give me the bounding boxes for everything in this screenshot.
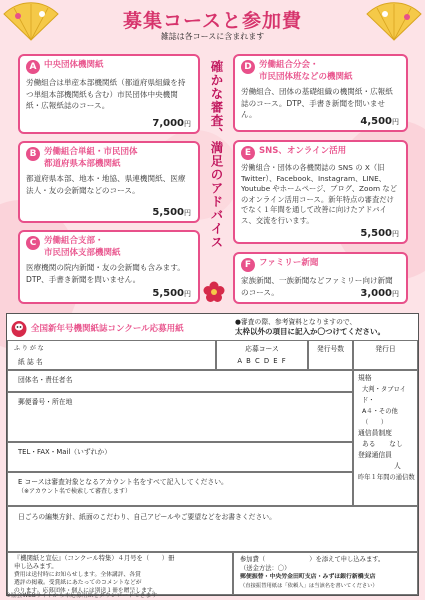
form-title: 全国新年号機関紙誌コンクール応募用紙 [31,324,184,334]
course-letter-badge: E [241,146,255,160]
course-description: 労働組合・団体の各機関誌の SNS の X（旧 Twitter）、Facebook、Instagram、LINE、Youtube やホームページ、ブログ、Zoom などのオンライン活用コース。新年特点の審査だけでなく１年間を通して改善に向けたアドバイス、交流を行います。 [241,163,397,225]
magazine-order-field[interactable]: 『機関紙と宣伝』（コンクール特集）４月号を（ ）冊 申し込みます。 費用は送付時にお知らせします。全体講評、各賞 選評の掲載。受賞紙にあたってのコメントなどが のります。応募団体・個人には別送１冊を贈呈します。 [7,552,233,595]
course-title: 市民団体支部機関紙 [44,248,121,258]
appeal-field[interactable]: 日ごろの編集方針、紙面のこだわり、自己アピールやご要望などをお書きください。 [7,506,418,552]
course-title: 市民団体班などの機関紙 [259,72,353,82]
correspondent-option[interactable]: ある なし [362,440,403,448]
course-title: 中央団体機関紙 [44,60,104,70]
course-card-c [18,230,200,304]
course-description: 都道府県本部、地本・地協、県連機関紙、医療法人・友の会新聞などのコース。 [26,174,186,195]
course-letter-badge: F [241,258,255,272]
course-card-f [233,252,408,304]
issue-number-field[interactable]: 発行号数 [308,340,353,370]
vertical-tagline: 確かな審査、満足のアドバイス [209,60,224,249]
course-card-e [233,140,408,244]
course-title: 労働組合単組・市民団体 [44,147,138,157]
payment-field[interactable]: 参加費（ ）を添えて申し込みます。 （送金方法：〇） 郵便振替・中央労金田町支店・みずほ銀行新橋支店 （直接振替用紙は「依頼人」は当該名を書いてください） [233,552,418,595]
course-title: 労働組合分会・ [259,60,319,70]
course-letter-badge: B [26,147,40,161]
course-price: 5,500円 [152,288,191,299]
course-title: SNS、オンライン活用 [259,146,347,156]
course-price: 5,500円 [360,228,399,239]
spec-option[interactable]: A４・その他（ ） [362,408,398,426]
course-description: 労働組合、団体の基礎組織の機関紙・広報紙誌のコース。DTP、手書き新聞を問いません。 [241,87,393,119]
course-title: ファミリー新聞 [259,258,319,268]
course-card-d [233,54,408,132]
course-description: 医療機関の院内新聞・友の会新聞も含みます。DTP、手書き新聞を問いません。 [26,263,185,284]
application-form [6,313,419,596]
course-letter-badge: A [26,60,40,74]
page-subtitle: 雑誌は各コースに含まれます [160,32,265,41]
form-header [11,317,229,339]
footer-note: ※協会WEBサイトから本応募用紙をダウンロードできます [6,593,158,599]
contact-field[interactable]: TEL・FAX・Mail（いずれか） [7,442,353,472]
organization-field[interactable]: 団体名・責任者名 [7,370,353,392]
spec-option[interactable]: 大判・タブロイド・ [362,386,406,404]
course-letter-badge: D [241,60,255,74]
course-description: 労働組合は単産本部機関紙（都道府県組織を持つ単組本部機関紙も含む）市民団体中央機関紙・広報紙誌のコース。 [26,78,186,110]
course-select-field[interactable]: 応募コース A B C D E F [216,340,308,370]
course-letter-badge: C [26,236,40,250]
course-title: 都道府県本部機関紙 [44,159,121,169]
page-title: 募集コースと参加費 [122,10,303,32]
registered-count-field[interactable]: 人 [394,462,401,470]
spec-panel: 規格 大判・タブロイド・ A４・その他（ ） 通信員制度 ある なし 登録通信員 人 昨年１年間の通信数 [353,370,418,506]
course-card-b [18,141,200,223]
course-price: 4,500円 [360,116,399,127]
course-card-a [18,54,200,134]
course-price: 7,000円 [152,118,191,129]
paper-name-field[interactable]: ふ り が な 紙 誌 名 [7,340,216,370]
form-notes: ●審査の際、参考資料となりますので、 太枠以外の項目に記入か〇つけてください。 [235,318,385,336]
e-course-accounts-field[interactable]: E コースは審査対象となるアカウント名をすべて記入してください。 （※アカウント名で検索して審査します） [7,472,353,506]
course-price: 3,000円 [360,288,399,299]
daruma-icon [11,319,27,337]
course-title: 労働組合支部・ [44,236,104,246]
course-description: 家族新聞、一族新聞などファミリー向け新聞のコース。 [241,276,393,297]
plum-flower-icon [203,281,225,303]
issue-date-field[interactable]: 発行日 [353,340,418,370]
address-field[interactable]: 郵便番号・所在地 [7,392,353,442]
course-price: 5,500円 [152,207,191,218]
